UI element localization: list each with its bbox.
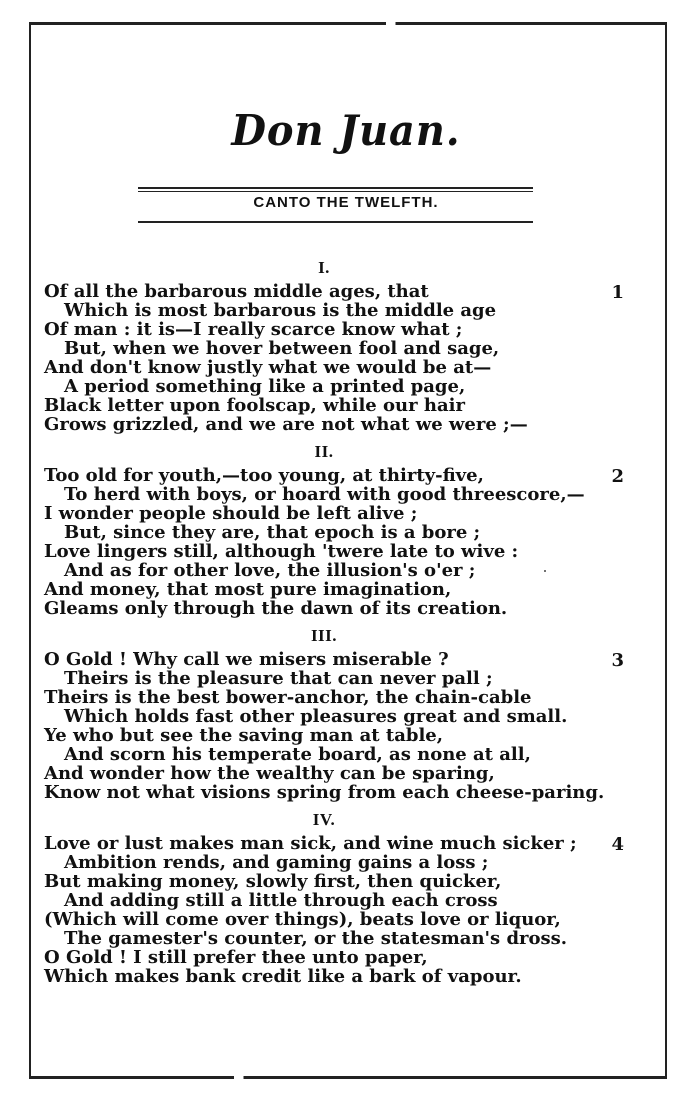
stanza-body xyxy=(44,649,624,803)
poem-line: I wonder people should be left alive ; xyxy=(44,503,418,524)
title-top-rule xyxy=(138,187,533,189)
stanza-heading: I. xyxy=(318,258,330,277)
poem-line: But, since they are, that epoch is a bore ; xyxy=(64,522,481,543)
stanza-number: 2 xyxy=(611,466,624,487)
poem-line: O Gold ! Why call we misers miserable ? xyxy=(44,649,449,670)
poem-line: Gleams only through the dawn of its creation. xyxy=(44,598,508,619)
stanza-1 xyxy=(44,258,624,435)
canto-title: CANTO THE TWELFTH. xyxy=(253,194,439,211)
stanza-4 xyxy=(44,810,624,987)
poem-line: And money, that most pure imagination, xyxy=(44,579,452,600)
poem-line: Love or lust makes man sick, and wine much sicker ; xyxy=(44,833,577,854)
poem-line: Which makes bank credit like a bark of vapour. xyxy=(44,966,522,987)
stanza-number: 3 xyxy=(611,650,624,671)
stanza-heading: II. xyxy=(314,442,334,461)
title-bottom-rule xyxy=(138,221,533,223)
frame-bottom-gap xyxy=(31,1075,665,1080)
poem-line: Too old for youth,—too young, at thirty-five, xyxy=(44,465,484,486)
stanza-heading: III. xyxy=(310,626,338,645)
stanza-body xyxy=(44,281,624,435)
poem-line: Ye who but see the saving man at table, xyxy=(44,725,443,746)
poem-line: And scorn his temperate board, as none at all, xyxy=(64,744,531,765)
poem-line: (Which will come over things), beats love or liquor, xyxy=(44,909,561,930)
poem-line: Black letter upon foolscap, while our hair xyxy=(44,395,465,416)
poem-line: A period something like a printed page, xyxy=(64,376,466,397)
poem-line: And adding still a little through each cross xyxy=(64,890,498,911)
stanza-number: 1 xyxy=(611,282,624,303)
stanza-body xyxy=(44,833,624,987)
stanza-heading: IV. xyxy=(312,810,336,829)
poem-line: Know not what visions spring from each cheese-paring. xyxy=(44,782,605,803)
poem-line: Theirs is the pleasure that can never pall ; xyxy=(64,668,493,689)
page-title: Don Juan. xyxy=(231,106,461,155)
poem-line: Grows grizzled, and we are not what we were ;— xyxy=(44,414,528,435)
poem-line: Ambition rends, and gaming gains a loss ; xyxy=(64,852,489,873)
stanza-number: 4 xyxy=(611,834,624,855)
frame-top-gap xyxy=(31,21,665,26)
poem-line: Theirs is the best bower-anchor, the chain-cable xyxy=(44,687,532,708)
stanza-body xyxy=(44,465,624,619)
poem-line: O Gold ! I still prefer thee unto paper, xyxy=(44,947,428,968)
stanza-3 xyxy=(44,626,624,803)
stanza-2 xyxy=(44,442,624,619)
print-speck xyxy=(544,570,546,572)
poem-line: And as for other love, the illusion's o'er ; xyxy=(64,560,476,581)
poem-line: Which holds fast other pleasures great and small. xyxy=(64,706,568,727)
poem-line: The gamester's counter, or the statesman's dross. xyxy=(64,928,568,949)
poem-body xyxy=(44,258,624,994)
poem-line: To herd with boys, or hoard with good threescore,— xyxy=(64,484,585,505)
poem-line: But, when we hover between fool and sage, xyxy=(64,338,500,359)
poem-line: And wonder how the wealthy can be sparing, xyxy=(44,763,495,784)
poem-line: But making money, slowly first, then quicker, xyxy=(44,871,502,892)
poem-line: And don't know justly what we would be at— xyxy=(44,357,492,378)
poem-line: Of all the barbarous middle ages, that xyxy=(44,281,429,302)
poem-line: Which is most barbarous is the middle age xyxy=(64,300,497,321)
poem-line: Of man : it is—I really scarce know what ; xyxy=(44,319,463,340)
poem-line: Love lingers still, although 'twere late to wive : xyxy=(44,541,519,562)
